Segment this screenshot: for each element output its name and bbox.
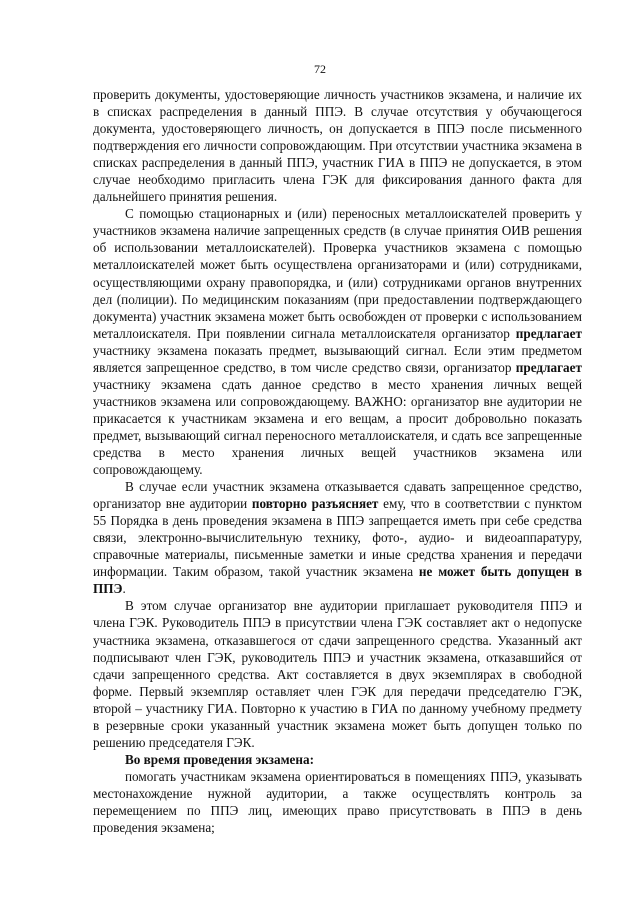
body-text: [93, 86, 582, 836]
text-run: С помощью стационарных и (или) переносных металлоискателей проверить у участников экзамена наличие запрещенных средств (в случае принятия ОИВ решения об использовании металлоискателей). Проверка участников экзамена с помощью металлоискателей может быть осуществлена организаторами и (или) сотрудниками, осуществляющими охрану правопорядка, и (или) сотрудниками органов внутренних дел (полиции). По медицинским показаниям (при предоставлении подтверждающего документа) участник экзамена может быть освобожден от проверки с использованием металлоискателя. При появлении сигнала металлоискателя организатор: [93, 206, 582, 341]
paragraph: [93, 478, 582, 597]
text-run: проверить документы, удостоверяющие личность участников экзамена, и наличие их в списках распределения в данный ППЭ. В случае отсутствия у обучающегося документа, удостоверяющего личность, он допускается в ППЭ после письменного подтверждения его личности сопровождающим. При отсутствии участника экзамена в списках распределения в данный ППЭ, участник ГИА в ППЭ не допускается, в этом случае необходимо пригласить члена ГЭК для фиксирования данного факта для дальнейшего принятия решения.: [93, 87, 582, 205]
paragraph: [93, 768, 582, 836]
text-run: участнику экзамена сдать данное средство в место хранения личных вещей участников экзамена или сопровождающему. ВАЖНО: организатор вне аудитории не прикасается к участникам экзамена и его вещам, а просит добровольно показать предмет, вызывающий сигнал переносного металлоискателя, и сдать все запрещенные средства в место хранения личных вещей участников экзамена или сопровождающему.: [93, 376, 582, 478]
paragraph: [93, 86, 582, 205]
bold-text: не может быть допущен в ППЭ: [93, 564, 582, 597]
paragraph: [93, 751, 582, 768]
bold-text: предлагает: [515, 325, 582, 341]
text-run: участнику экзамена показать предмет, вызывающий сигнал. Если этим предметом является запрещенное средство, в том числе средство связи, организатор: [93, 342, 582, 375]
bold-text: повторно разъясняет: [251, 496, 379, 512]
text-run: В случае если участник экзамена отказывается сдавать запрещенное средство, организатор вне аудитории: [93, 479, 582, 512]
text-run: ему, что в соответствии с пунктом 55 Порядка в день проведения экзамена в ППЭ запрещается иметь при себе средства связи, электронно-вычислительную технику, фото-, аудио- и видеоаппаратуру, справочные материалы, письменные заметки и иные средства хранения и передачи информации. Таким образом, такой участник экзамена: [93, 496, 582, 580]
text-run: помогать участникам экзамена ориентироваться в помещениях ППЭ, указывать местонахождение нужной аудитории, а также осуществлять контроль за перемещением по ППЭ лиц, имеющих право присутствовать в ППЭ в день проведения экзамена;: [93, 768, 582, 836]
text-run: В этом случае организатор вне аудитории приглашает руководителя ППЭ и члена ГЭК. Руководитель ППЭ в присутствии члена ГЭК составляет акт о недопуске участника экзамена, отказавшегося от сдачи запрещенного средства. Указанный акт подписывают член ГЭК, руководитель ППЭ и участник экзамена, отказавшийся от сдачи запрещенного средства. Акт составляется в двух экземплярах в свободной форме. Первый экземпляр оставляет член ГЭК для передачи председателю ГЭК, второй – участнику ГИА. Повторно к участию в ГИА по данному учебному предмету в резервные сроки указанный участник экзамена может быть допущен только по решению председателя ГЭК.: [93, 598, 582, 750]
paragraph: [93, 205, 582, 478]
page-number: 72: [314, 62, 326, 76]
paragraph: [93, 597, 582, 750]
text-run: .: [122, 581, 126, 597]
bold-text: Во время проведения экзамена:: [125, 751, 314, 767]
bold-text: предлагает: [515, 359, 582, 375]
